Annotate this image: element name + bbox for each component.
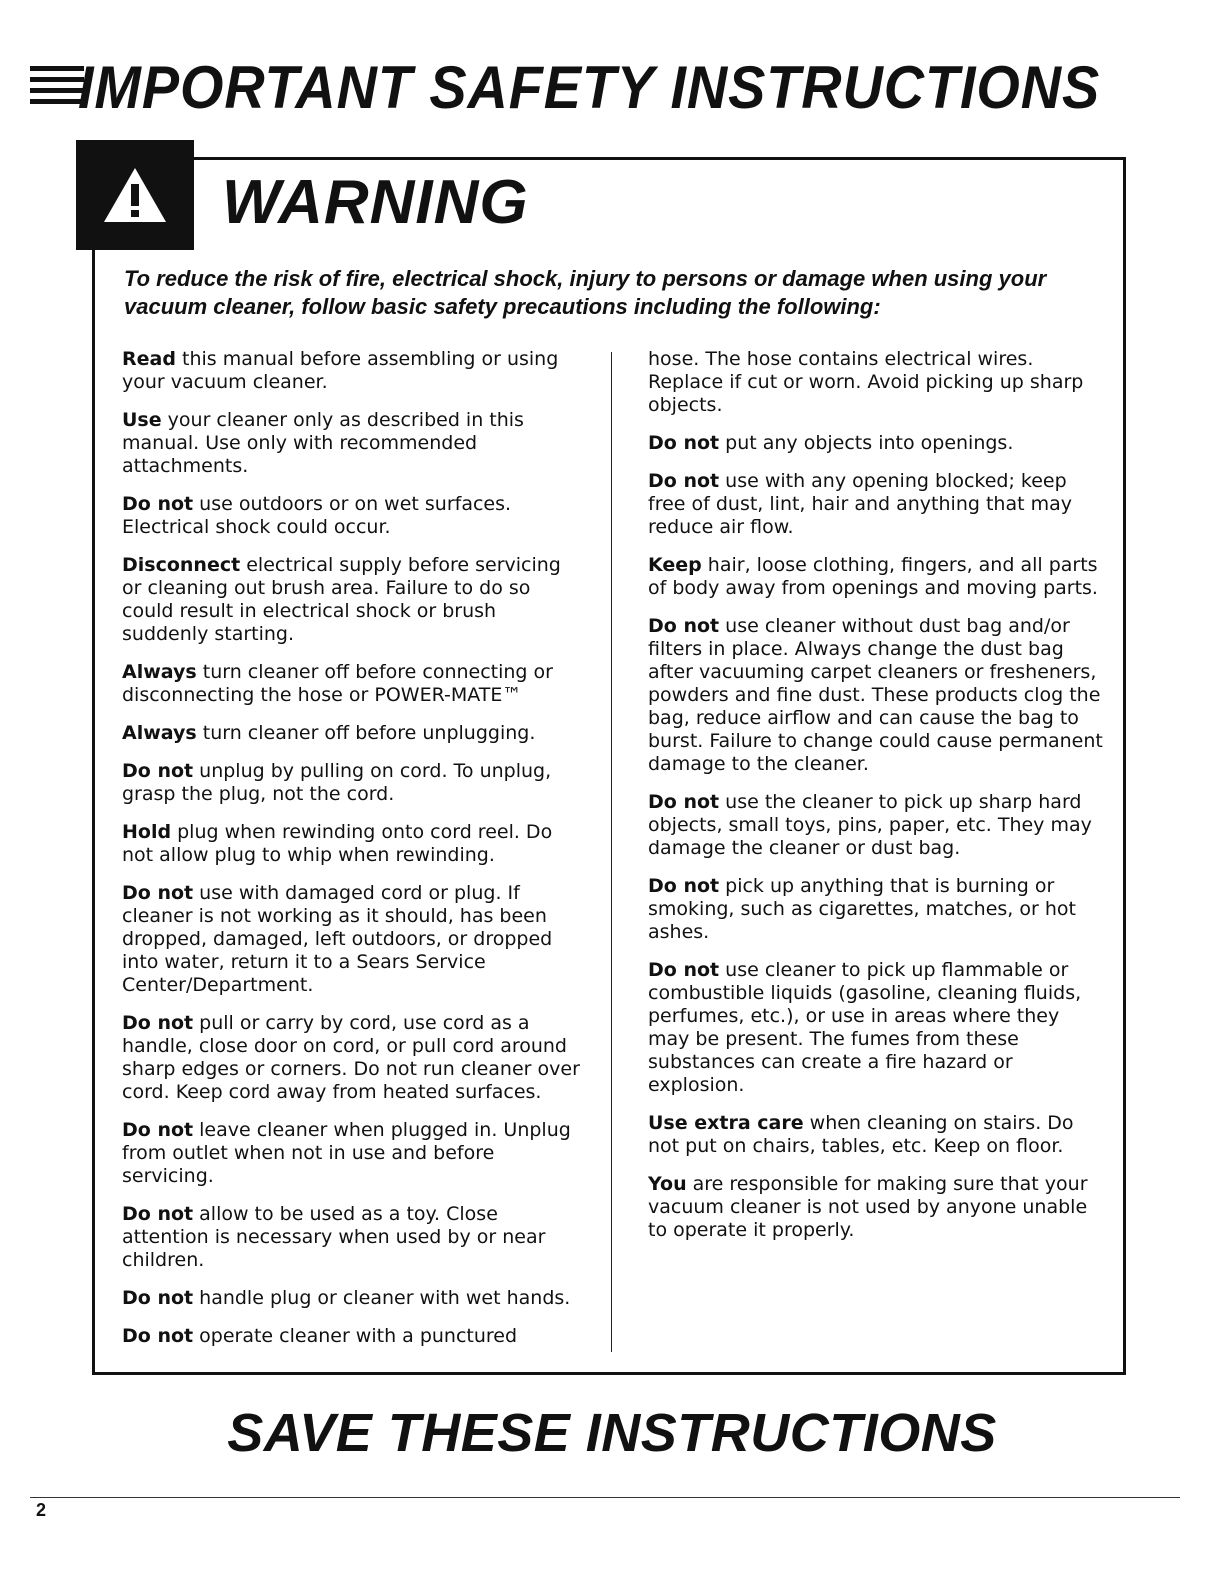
- instruction-item: Do not operate cleaner with a punctured: [122, 1325, 518, 1347]
- instruction-item: Do not use with any opening blocked; keep free of dust, lint, hair and anything that may reduce air flow.: [648, 470, 1072, 538]
- column-divider: [611, 352, 612, 1352]
- instruction-item: You are responsible for making sure that your vacuum cleaner is not used by anyone unable to operate it properly.: [648, 1173, 1088, 1241]
- instruction-item: Do not use cleaner to pick up flammable or combustible liquids (gasoline, cleaning fluids, perfumes, etc.), or use in areas where they may be present. The fumes from these substances can create a fire hazard or explosion.: [648, 959, 1082, 1096]
- instruction-item: Use extra care when cleaning on stairs. Do not put on chairs, tables, etc. Keep on floor.: [648, 1112, 1074, 1157]
- title-rule-lines: [30, 66, 84, 110]
- instruction-item: Do not use with damaged cord or plug. If cleaner is not working as it should, has been dropped, damaged, left outdoors, or dropped into water, return it to a Sears Service Center/Department.: [122, 882, 553, 996]
- instruction-item: Do not leave cleaner when plugged in. Unplug from outlet when not in use and before servicing.: [122, 1119, 571, 1187]
- left-column: [122, 348, 582, 1363]
- instruction-item: Do not use outdoors or on wet surfaces. Electrical shock could occur.: [122, 493, 512, 538]
- instruction-item: Do not pull or carry by cord, use cord as a handle, close door on cord, or pull cord around sharp edges or corners. Do not run cleaner over cord. Keep cord away from heated surfaces.: [122, 1012, 580, 1103]
- instruction-item: Do not allow to be used as a toy. Close attention is necessary when used by or near children.: [122, 1203, 546, 1271]
- instruction-item: Do not unplug by pulling on cord. To unplug, grasp the plug, not the cord.: [122, 760, 552, 805]
- instruction-item: Do not pick up anything that is burning or smoking, such as cigarettes, matches, or hot ashes.: [648, 875, 1076, 943]
- right-column: [648, 348, 1106, 1257]
- instruction-item: Do not handle plug or cleaner with wet hands.: [122, 1287, 571, 1309]
- save-instructions-heading: SAVE THESE INSTRUCTIONS: [227, 1403, 997, 1463]
- title-bar: [30, 52, 1210, 132]
- page-title: IMPORTANT SAFETY INSTRUCTIONS: [78, 54, 1101, 121]
- footer-rule: [30, 1497, 1180, 1498]
- instruction-item: Do not put any objects into openings.: [648, 432, 1014, 454]
- instruction-item: Disconnect electrical supply before servicing or cleaning out brush area. Failure to do so could result in electrical shock or brush suddenly starting.: [122, 554, 561, 645]
- instruction-item: Hold plug when rewinding onto cord reel. Do not allow plug to whip when rewinding.: [122, 821, 553, 866]
- instruction-item: hose. The hose contains electrical wires. Replace if cut or worn. Avoid picking up sharp objects.: [648, 348, 1084, 416]
- instruction-item: Always turn cleaner off before connecting or disconnecting the hose or POWER-MATE™: [122, 661, 553, 706]
- instruction-item: Use your cleaner only as described in this manual. Use only with recommended attachments.: [122, 409, 524, 477]
- warning-icon: [76, 140, 194, 250]
- warning-title: WARNING: [222, 168, 529, 237]
- instruction-item: Keep hair, loose clothing, fingers, and all parts of body away from openings and moving parts.: [648, 554, 1098, 599]
- instruction-item: Always turn cleaner off before unplugging.: [122, 722, 536, 744]
- instruction-item: Do not use the cleaner to pick up sharp hard objects, small toys, pins, paper, etc. They may damage the cleaner or dust bag.: [648, 791, 1092, 859]
- warning-intro: To reduce the risk of fire, electrical shock, injury to persons or damage when using your vacuum cleaner, follow basic safety precautions including the following:: [124, 266, 1047, 319]
- page-number: 2: [36, 1500, 47, 1520]
- instruction-item: Read this manual before assembling or using your vacuum cleaner.: [122, 348, 559, 393]
- instruction-item: Do not use cleaner without dust bag and/or filters in place. Always change the dust bag after vacuuming carpet cleaners or fresheners, powders and fine dust. These products clog the bag, reduce airflow and can cause the bag to burst. Failure to change could cause permanent damage to the cleaner.: [648, 615, 1103, 775]
